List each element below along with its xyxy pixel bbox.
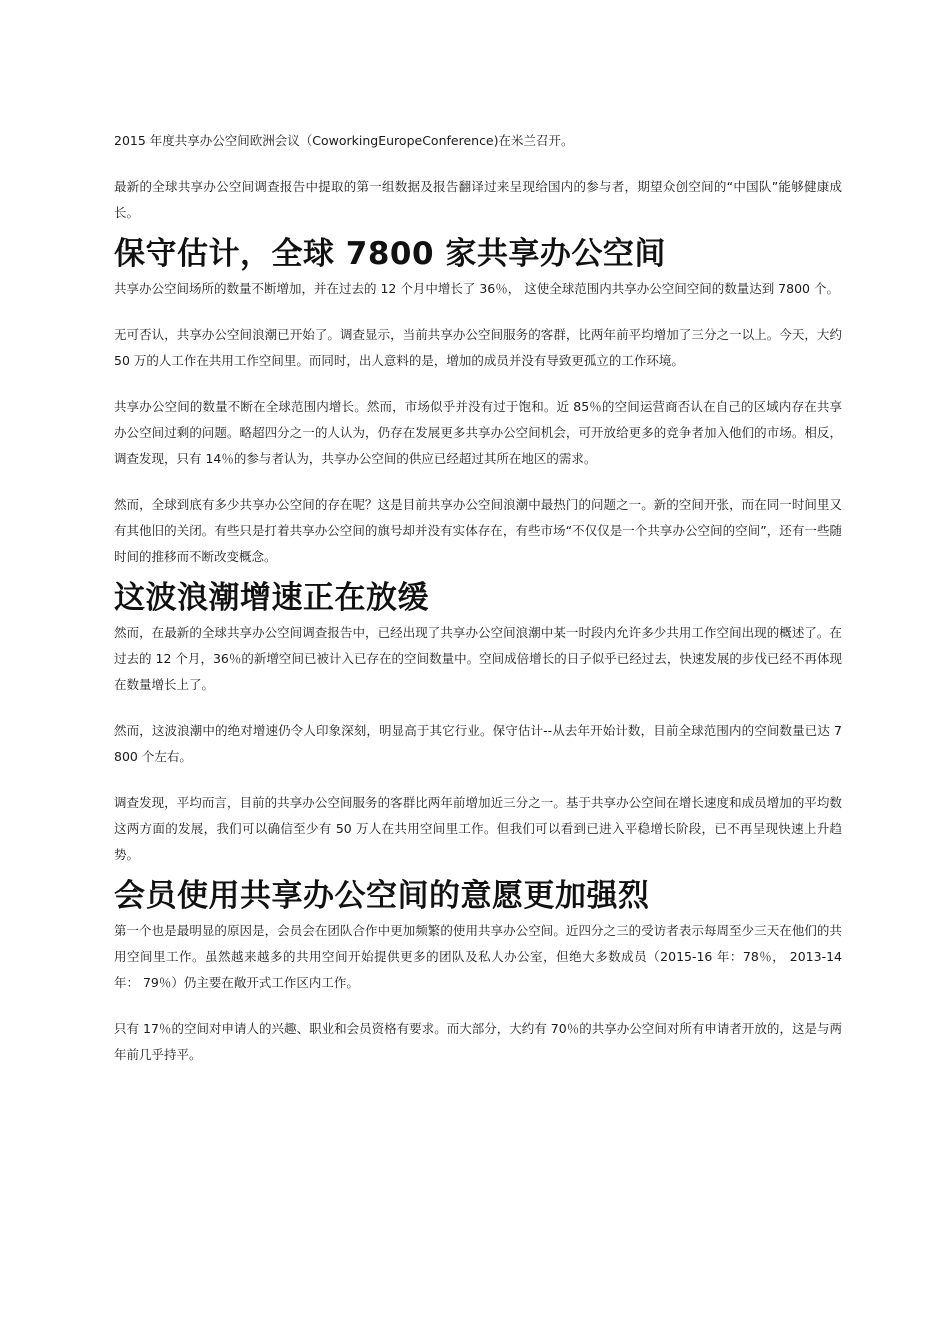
section1-paragraph-3: 共享办公空间的数量不断在全球范围内增长。然而，市场似乎并没有过于饱和。近 85％的空间运营商否认在自己的区域内存在共享办公空间过剩的问题。略超四分之一的人认为，仍存在发展更多共享办公空间机会，可开放给更多的竞争者加入他们的市场。相反，调查发现，只有 14％的参与者认为，共享办公空间的供应已经超过其所在地区的需求。 (114, 399, 842, 466)
section2-paragraph-3: 调查发现，平均而言，目前的共享办公空间服务的客群比两年前增加近三分之一。基于共享办公空间在增长速度和成员增加的平均数这两方面的发展，我们可以确信至少有 50 万人在共用空间里工作。但我们可以看到已进入平稳增长阶段，已不再呈现快速上升趋势。 (114, 795, 842, 862)
section1-paragraph-1: 共享办公空间场所的数量不断增加，并在过去的 12 个月中增长了 36％， 这使全球范围内共享办公空间空间的数量达到 7800 个。 (114, 281, 839, 296)
section2-paragraph-1: 然而，在最新的全球共享办公空间调查报告中，已经出现了共享办公空间浪潮中某一时段内允许多少共用工作空间出现的概述了。在过去的 12 个月，36％的新增空间已被计入已存在的空间数量中。空间成倍增长的日子似乎已经过去，快速发展的步伐已经不再体现在数量增长上了。 (114, 625, 842, 692)
document-page (114, 128, 842, 1068)
section-heading-member-willingness: 会员使用共享办公空间的意愿更加强烈 (114, 878, 650, 914)
section-heading-growth-slowing: 这波浪潮增速正在放缓 (114, 580, 429, 616)
section3-paragraph-1: 第一个也是最明显的原因是，会员会在团队合作中更加频繁的使用共享办公空间。近四分之三的受访者表示每周至少三天在他们的共用空间里工作。虽然越来越多的共用空间开始提供更多的团队及私人办公室，但绝大多数成员（2015-16 年：78％， 2013-14 年： 79％）仍主要在敞开式工作区内工作。 (114, 923, 842, 990)
intro-paragraph-2: 最新的全球共享办公空间调查报告中提取的第一组数据及报告翻译过来呈现给国内的参与者，期望众创空间的“中国队”能够健康成长。 (114, 179, 842, 220)
section3-paragraph-2: 只有 17％的空间对申请人的兴趣、职业和会员资格有要求。而大部分，大约有 70％的共享办公空间对所有申请者开放的，这是与两年前几乎持平。 (114, 1021, 842, 1062)
section2-paragraph-2: 然而，这波浪潮中的绝对增速仍令人印象深刻，明显高于其它行业。保守估计--从去年开始计数，目前全球范围内的空间数量已达 7800 个左右。 (114, 723, 842, 764)
section1-paragraph-2: 无可否认，共享办公空间浪潮已开始了。调查显示，当前共享办公空间服务的客群，比两年前平均增加了三分之一以上。今天，大约 50 万的人工作在共用工作空间里。而同时，出人意料的是，增加的成员并没有导致更孤立的工作环境。 (114, 327, 842, 368)
section-heading-global-count: 保守估计，全球 7800 家共享办公空间 (114, 236, 666, 272)
intro-paragraph-1: 2015 年度共享办公空间欧洲会议（CoworkingEuropeConference)在米兰召开。 (114, 133, 574, 148)
section1-paragraph-4: 然而，全球到底有多少共享办公空间的存在呢？这是目前共享办公空间浪潮中最热门的问题之一。新的空间开张，而在同一时间里又有其他旧的关闭。有些只是打着共享办公空间的旗号却并没有实体存在，有些市场“不仅仅是一个共享办公空间的空间”，还有一些随时间的推移而不断改变概念。 (114, 497, 842, 564)
